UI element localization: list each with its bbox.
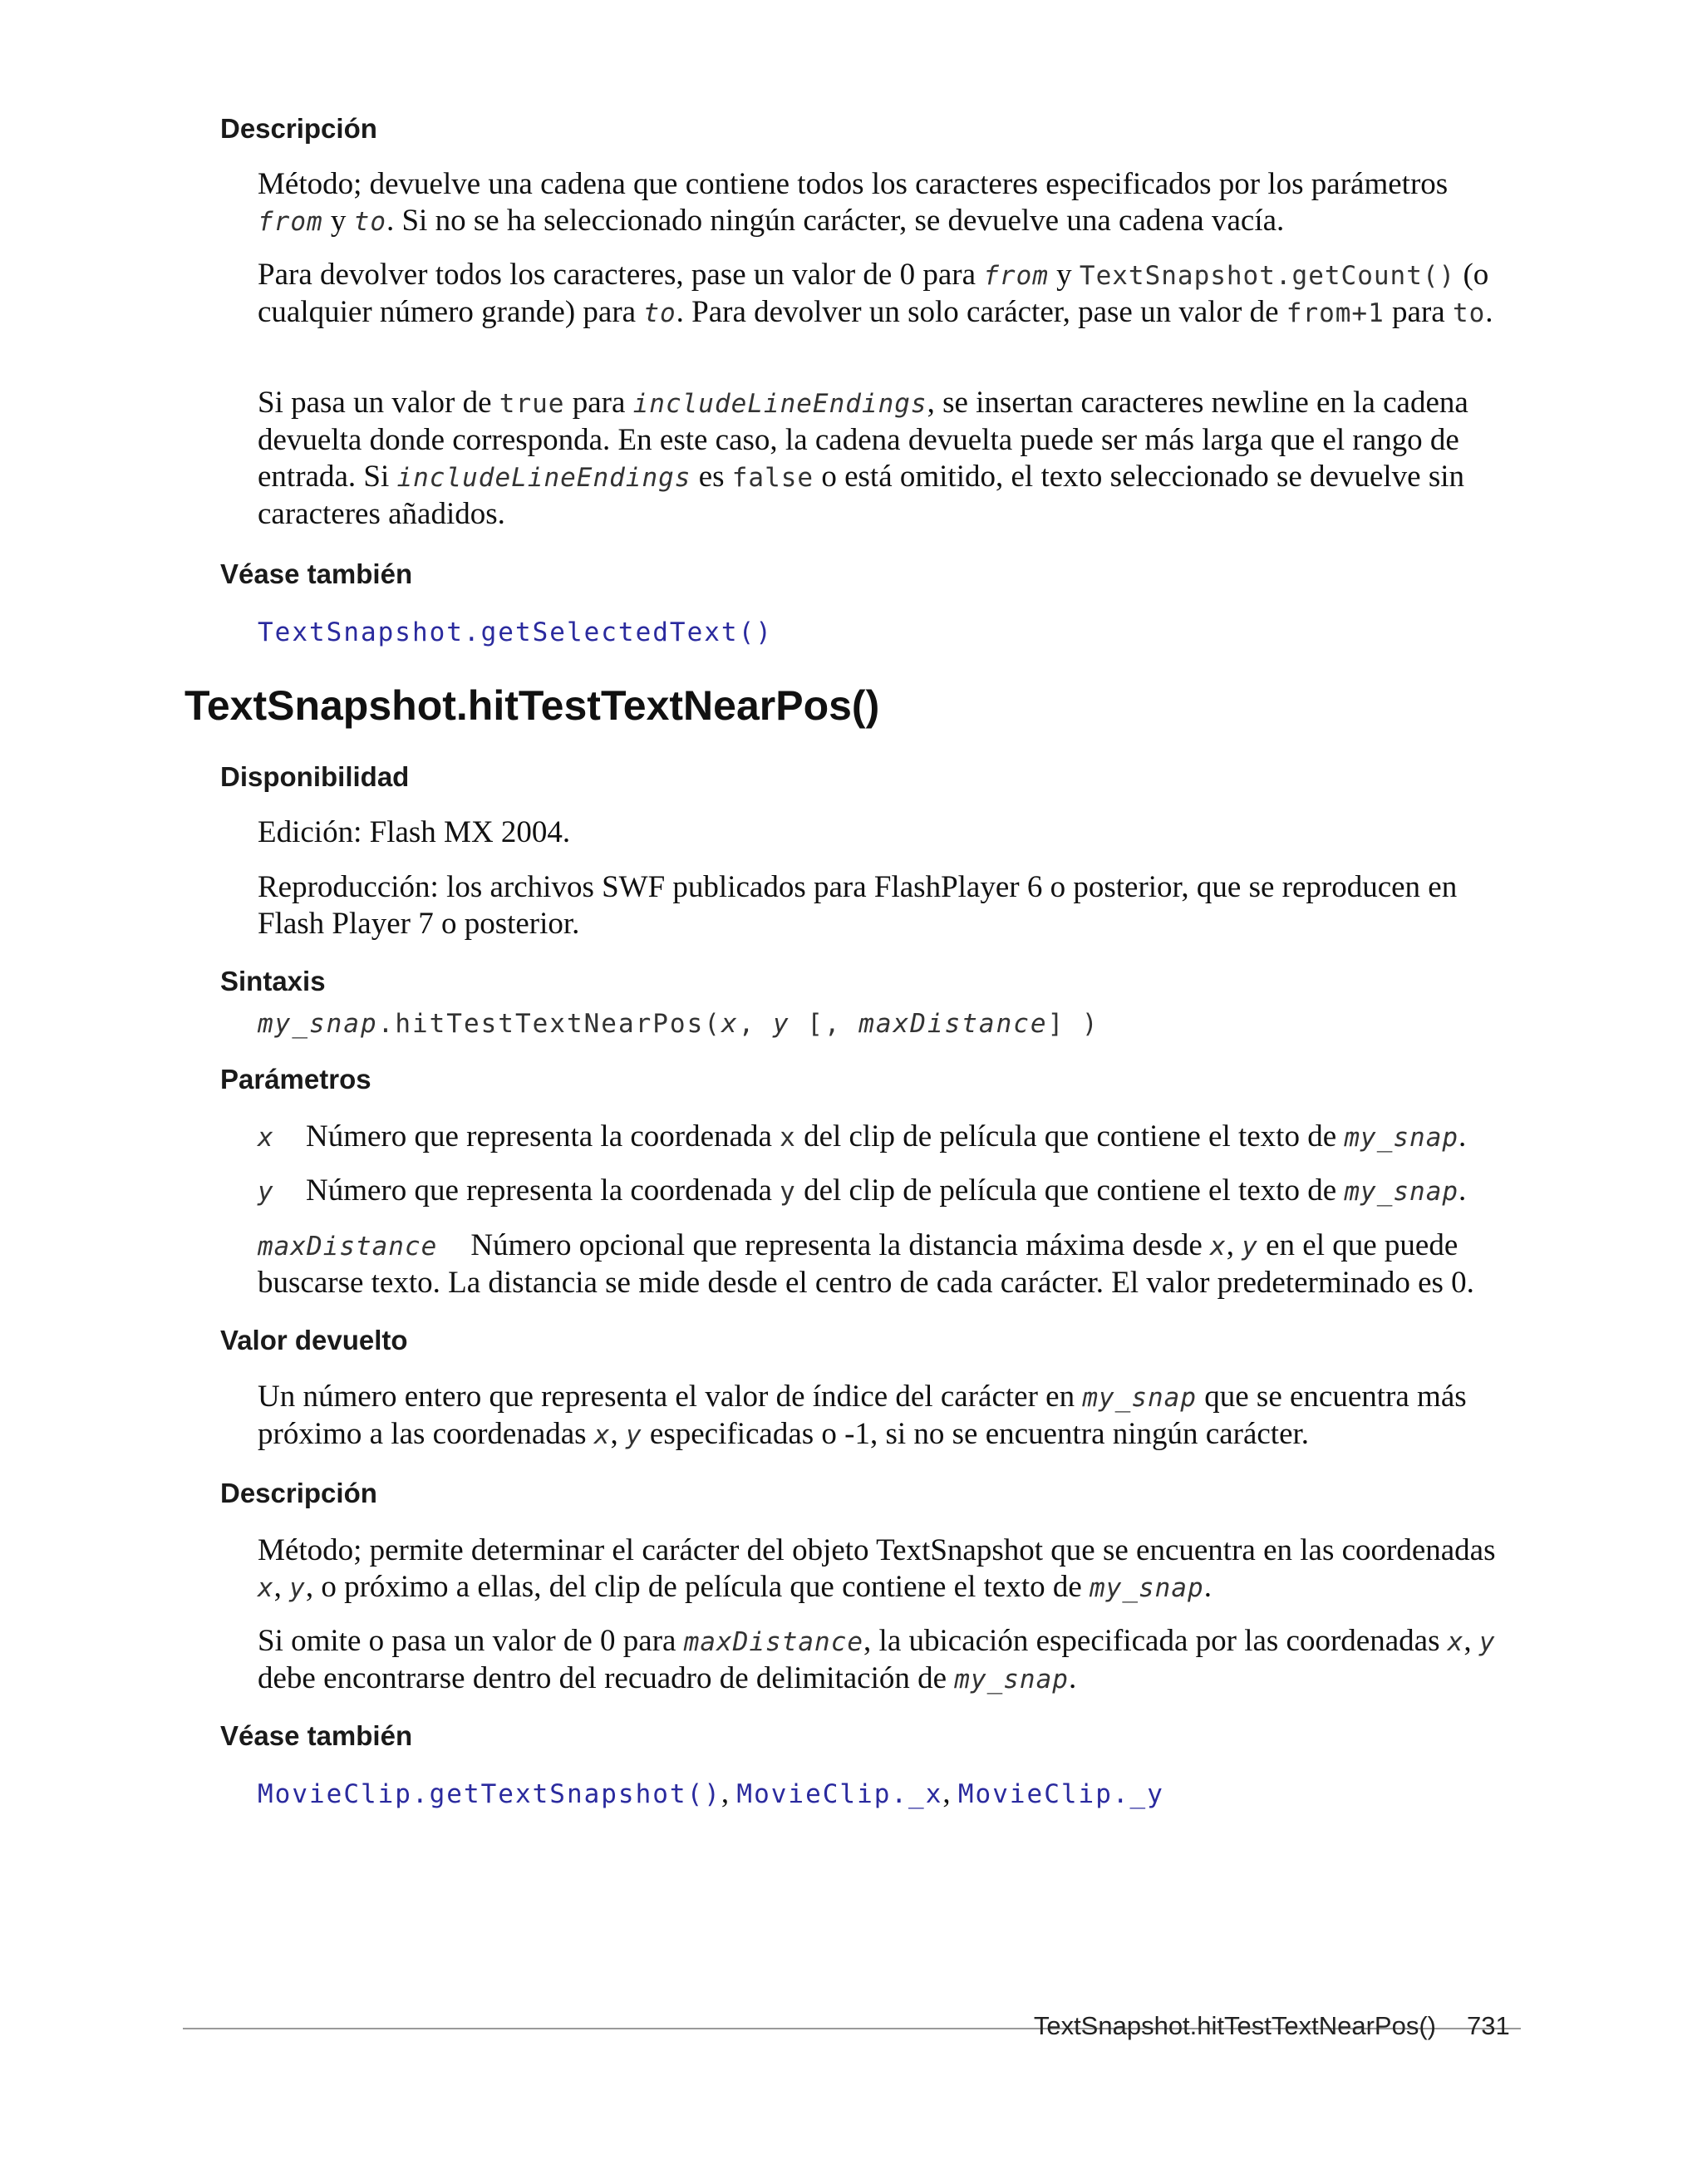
description-paragraph-1: Método; devuelve una cadena que contiene todos los caracteres especificados por los parámetros from y to. Si no se ha seleccionado ningún carácter, se devuelve una cadena vacía. <box>258 167 1449 238</box>
description-paragraph-2: Para devolver todos los caracteres, pase un valor de 0 para from y TextSnapshot.getCount() (o cualquier número grande) para to. Para devolver un solo carácter, pase un valor de from+1 para to. <box>258 258 1493 329</box>
parametros-heading: Parámetros <box>220 1064 371 1094</box>
syntax-code: my_snap.hitTestTextNearPos(x, y [, maxDistance] ) <box>258 1009 1099 1039</box>
vease-tambien-heading: Véase también <box>220 558 413 589</box>
method-title: TextSnapshot.hitTestTextNearPos() <box>184 682 880 729</box>
param-x: x Número que representa la coordenada x del clip de película que contiene el texto de my_snap. <box>258 1119 1467 1153</box>
descripcion-heading: Descripción <box>220 113 377 144</box>
disponibilidad-heading: Disponibilidad <box>220 761 410 792</box>
link-movieclip-y[interactable]: MovieClip._y <box>957 1779 1164 1809</box>
description-paragraph-5: Si omite o pasa un valor de 0 para maxDistance, la ubicación especificada por las coordenadas x, y debe encontrarse dentro del recuadro de delimitación de my_snap. <box>258 1624 1496 1695</box>
description-paragraph-4: Método; permite determinar el carácter del objeto TextSnapshot que se encuentra en las coordenadas x, y, o próximo a ellas, del clip de película que contiene el texto de my_snap. <box>258 1533 1496 1604</box>
see-also-list <box>258 613 1521 651</box>
availability-playback: Reproducción: los archivos SWF publicados para FlashPlayer 6 o posterior, que se reproducen en Flash Player 7 o posterior. <box>258 870 1458 941</box>
page-number: 731 <box>1467 2011 1510 2040</box>
param-maxdistance: maxDistance Número opcional que representa la distancia máxima desde x, y en el que puede buscarse texto. La distancia se mide desde el centro de cada carácter. El valor predeterminado es 0. <box>258 1228 1474 1300</box>
descripcion-heading-2: Descripción <box>220 1478 377 1508</box>
return-paragraph: Un número entero que representa el valor de índice del carácter en my_snap que se encuentra más próximo a las coordenadas x, y especificadas o -1, si no se encuentra ningún carácter. <box>258 1380 1467 1451</box>
param-y: y Número que representa la coordenada y del clip de película que contiene el texto de my_snap. <box>258 1173 1467 1208</box>
availability-edition: Edición: Flash MX 2004. <box>258 815 571 849</box>
valor-devuelto-heading: Valor devuelto <box>220 1325 408 1355</box>
link-gettextsnapshot[interactable]: MovieClip.getTextSnapshot() <box>258 1779 721 1809</box>
footer-running-title: TextSnapshot.hitTestTextNearPos() <box>1033 2011 1436 2040</box>
vease-tambien-heading-2: Véase también <box>220 1720 413 1751</box>
sintaxis-heading: Sintaxis <box>220 966 326 996</box>
see-also-list-2: MovieClip.getTextSnapshot(), MovieClip._x, MovieClip._y <box>258 1776 1164 1810</box>
link-movieclip-x[interactable]: MovieClip._x <box>736 1779 943 1809</box>
link-getselectedtext[interactable]: TextSnapshot.getSelectedText() <box>258 617 773 647</box>
description-paragraph-3: Si pasa un valor de true para includeLineEndings, se insertan caracteres newline en la cadena devuelta donde corresponda. En este caso, la cadena devuelta puede ser más larga que el rango de entrada. Si includeLineEndings es false o está omitido, el texto seleccionado se devuelve sin caracteres añadidos. <box>258 386 1468 531</box>
